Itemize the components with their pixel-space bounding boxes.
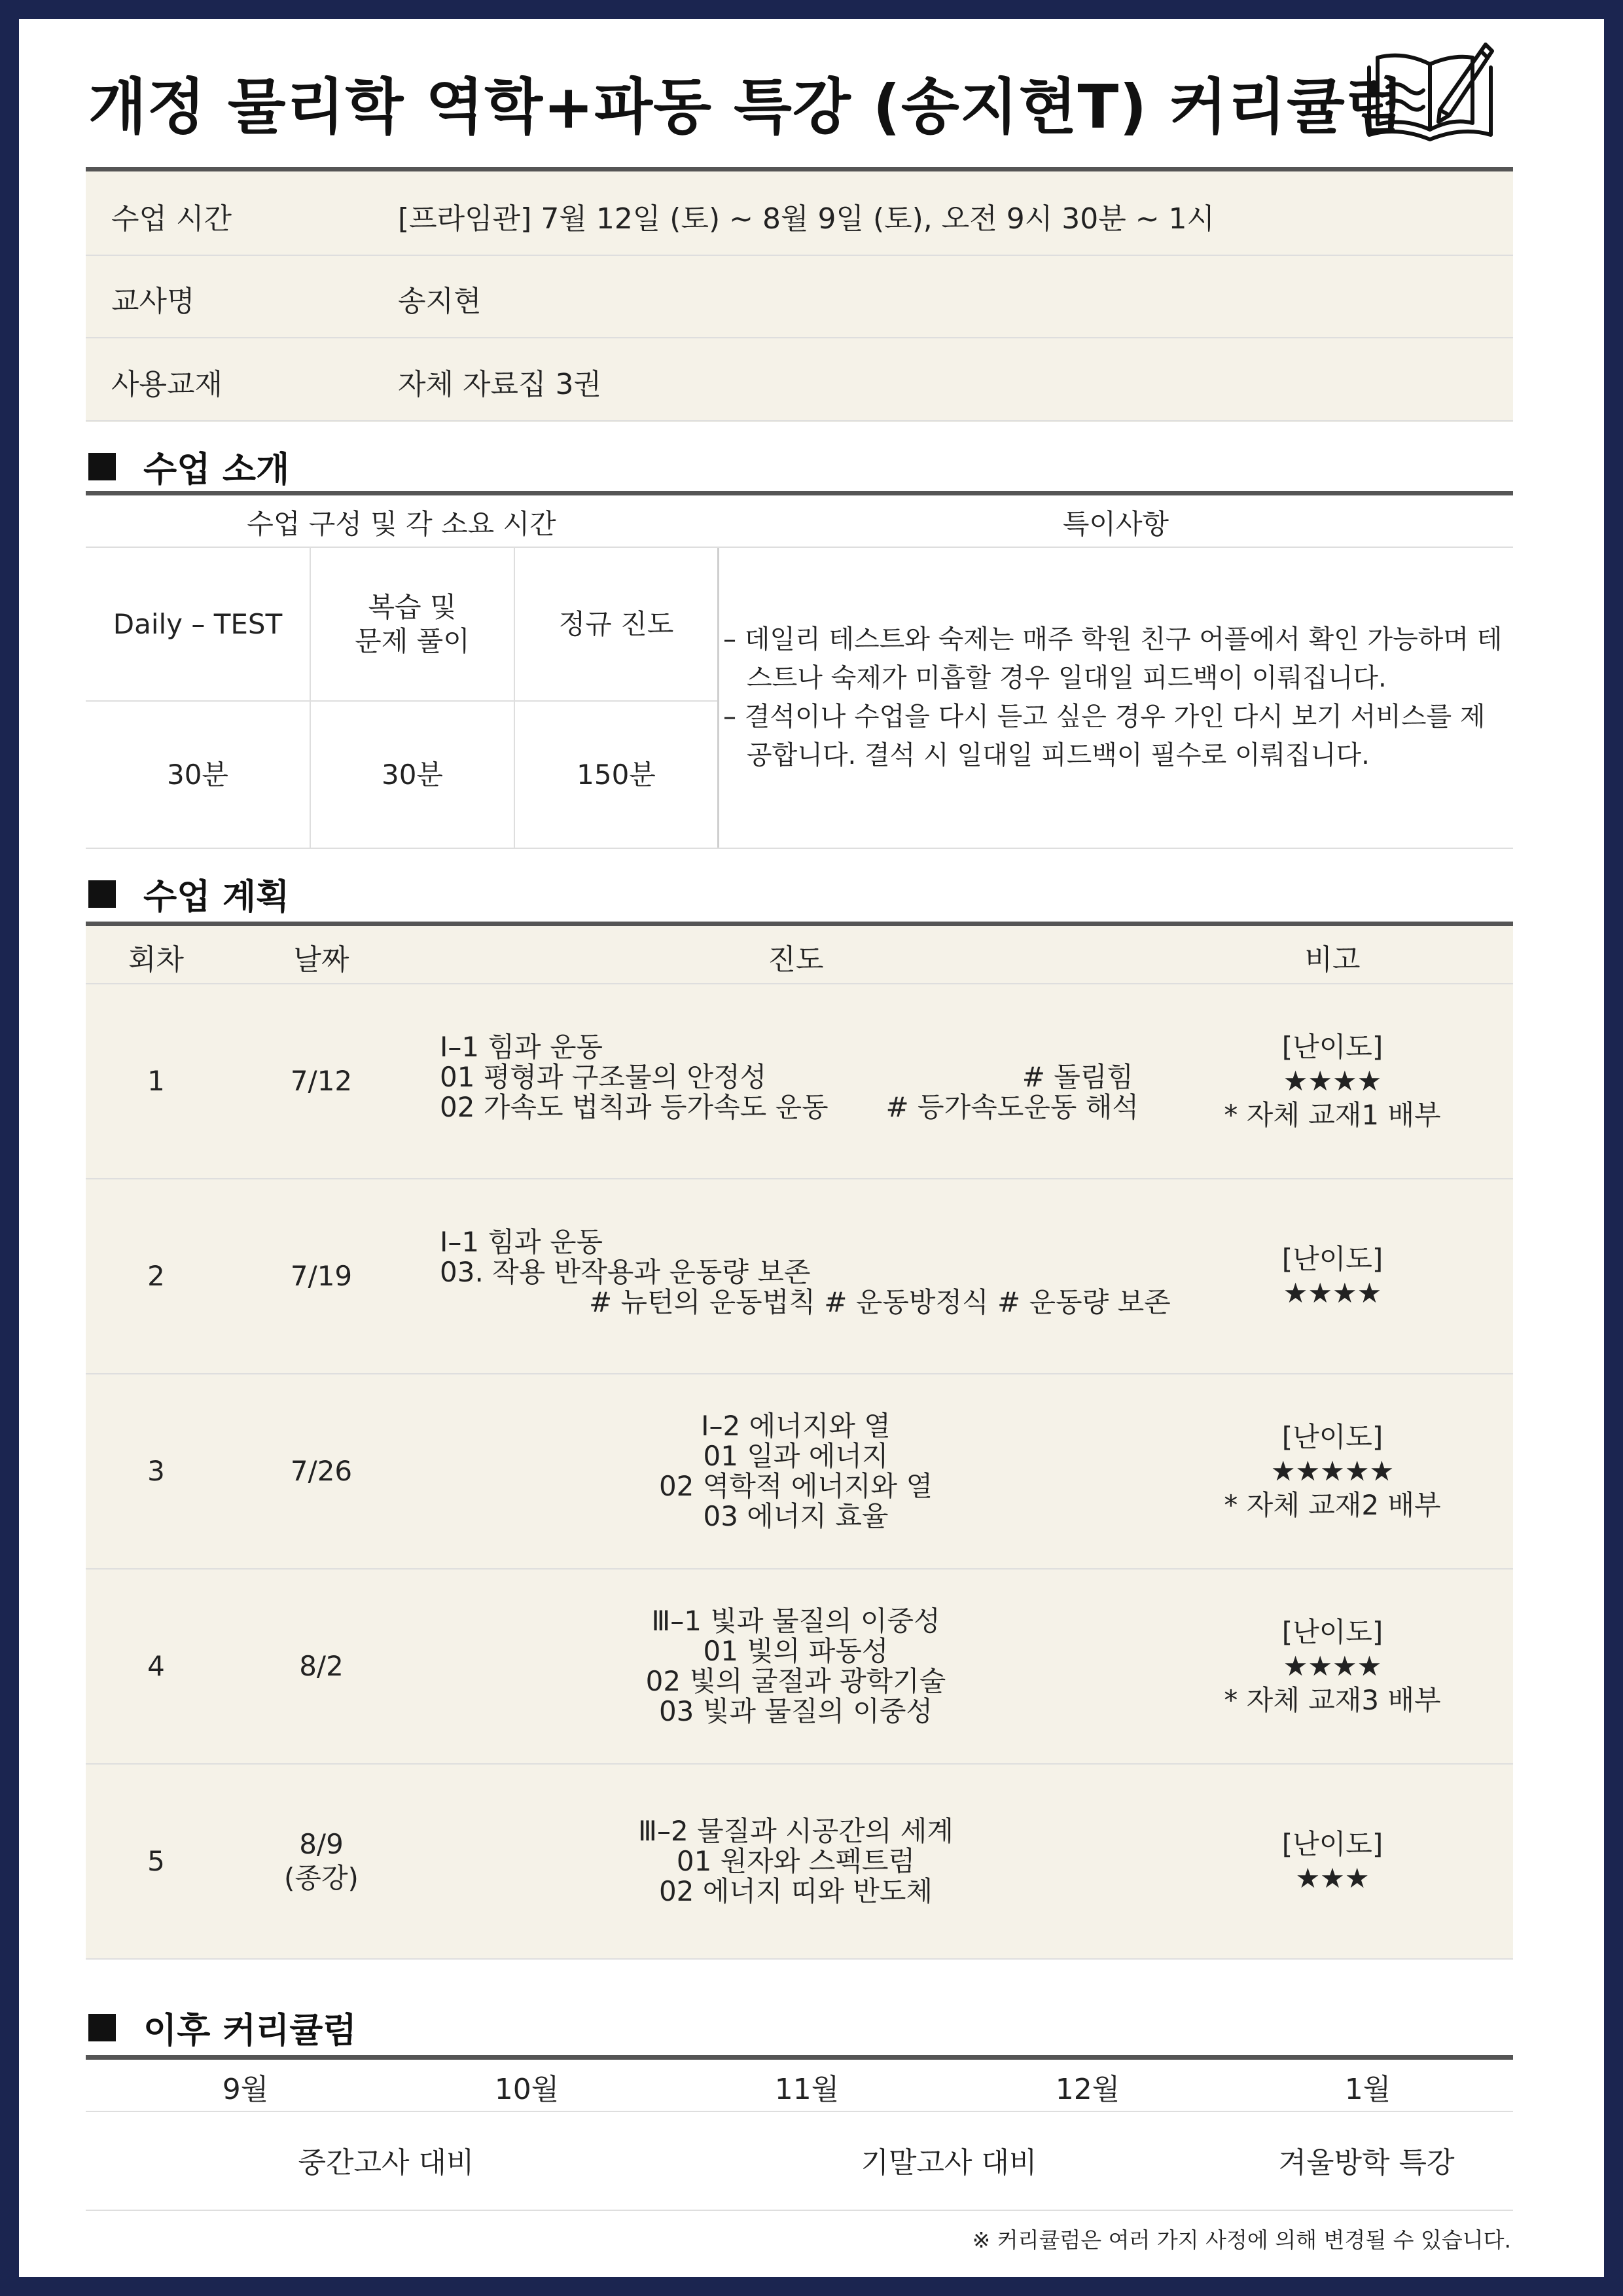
- difficulty-stars: ★★★★★: [1270, 1455, 1395, 1487]
- plan-header-progress: 진도: [768, 943, 824, 977]
- composition-item-label-line: 문제 풀이: [355, 624, 470, 657]
- section-plan-heading: [88, 869, 289, 919]
- future-item-final: 기말고사 대비: [861, 2146, 1037, 2179]
- progress-topic: 02 역학적 에너지와 열: [658, 1470, 933, 1502]
- note-item: – 결석이나 수업을 다시 듣고 싶은 경우 가인 다시 보기 서비스를 제공합니다. 결석 시 일대일 피드백이 필수로 이뤄집니다.: [723, 702, 1486, 770]
- plan-row-1-date: 7/12: [290, 1065, 353, 1097]
- plan-row-1-topic-2: 02 가속도 법칙과 등가속도 운동: [440, 1091, 829, 1123]
- plan-row-4-note: [1175, 1570, 1489, 1763]
- plan-row-1-note: [1175, 984, 1489, 1178]
- progress-topic: 03 빛과 물질의 이중성: [658, 1695, 933, 1727]
- difficulty-stars: ★★★★: [1283, 1277, 1382, 1309]
- future-month-jan: 1월: [1344, 2073, 1391, 2106]
- plan-row-1-topic-1: 01 평형과 구조물의 안정성: [440, 1061, 767, 1093]
- info-value-teacher: 송지현: [398, 285, 482, 318]
- date-text: 8/9: [299, 1828, 344, 1860]
- section-intro-label: 수업 소개: [143, 450, 290, 490]
- plan-row-2-tags: # 뉴턴의 운동법칙 # 운동방정식 # 운동량 보존: [589, 1286, 1171, 1318]
- progress-topic: 01 빛의 파동성: [703, 1635, 889, 1667]
- plan-row-5-round: 5: [147, 1845, 165, 1877]
- plan-row-2-unit: Ⅰ–1 힘과 운동: [440, 1226, 603, 1258]
- difficulty-label: [난이도]: [1281, 1421, 1383, 1453]
- future-top-rule: [86, 2055, 1513, 2060]
- plan-row-1-tag-2: # 등가속도운동 해석: [885, 1091, 1139, 1123]
- difficulty-label: [난이도]: [1281, 1243, 1383, 1275]
- progress-unit: Ⅲ–2 물질과 시공간의 세계: [638, 1815, 954, 1847]
- plan-header-date: 날짜: [293, 943, 349, 977]
- page-title: 개정 물리학 역학+파동 특강 (송지현T) 커리큘럼: [88, 72, 1404, 142]
- note-item: – 데일리 테스트와 숙제는 매주 학원 친구 어플에서 확인 가능하며 테스트나 숙제가 미흡할 경우 일대일 피드백이 이뤄집니다.: [723, 624, 1503, 693]
- info-divider: [86, 420, 1513, 422]
- section-plan-label: 수업 계획: [143, 877, 290, 917]
- plan-row-2-round: 2: [147, 1260, 165, 1292]
- plan-row-2-date: 7/19: [290, 1260, 353, 1292]
- future-item-winter: 겨울방학 특강: [1278, 2146, 1455, 2179]
- square-bullet-icon: [88, 2014, 116, 2041]
- plan-row-3-date: 7/26: [290, 1455, 353, 1487]
- section-future-label: 이후 커리큘럼: [143, 2011, 357, 2051]
- composition-item-label-line: 복습 및: [368, 590, 457, 623]
- info-label-teacher: 교사명: [111, 285, 195, 318]
- plan-row-4-progress: [416, 1570, 1175, 1763]
- info-value-time: [프라임관] 7월 12일 (토) ~ 8월 9일 (토), 오전 9시 30분 ~ 1시: [398, 202, 1215, 236]
- textbook-note: * 자체 교재2 배부: [1224, 1489, 1441, 1521]
- intro-bottom-rule: [86, 848, 1513, 849]
- future-month-dec: 12월: [1055, 2073, 1120, 2106]
- progress-topic: 01 원자와 스펙트럼: [676, 1845, 916, 1877]
- section-intro-heading: [88, 442, 289, 492]
- composition-time-daily-test: 30분: [166, 758, 228, 791]
- progress-topic: 02 빛의 굴절과 광학기술: [645, 1665, 946, 1697]
- plan-row-3-progress: [416, 1374, 1175, 1568]
- notes-header: 특이사항: [1062, 508, 1169, 540]
- progress-topic: 02 에너지 띠와 반도체: [658, 1875, 933, 1907]
- difficulty-label: [난이도]: [1281, 1828, 1383, 1860]
- plan-row-5-date: [226, 1765, 416, 1958]
- plan-row-2-note: [1175, 1179, 1489, 1373]
- plan-header-note: 비고: [1304, 943, 1361, 977]
- progress-topic: 03 에너지 효율: [703, 1500, 889, 1532]
- info-divider: [86, 337, 1513, 338]
- composition-item-regular: [515, 548, 717, 700]
- plan-row-1-unit: Ⅰ–1 힘과 운동: [440, 1031, 603, 1063]
- difficulty-label: [난이도]: [1281, 1616, 1383, 1648]
- progress-topic: 01 일과 에너지: [703, 1440, 889, 1472]
- plan-row-4-round: 4: [147, 1650, 165, 1682]
- plan-top-rule: [86, 922, 1513, 926]
- info-divider: [86, 255, 1513, 256]
- plan-row-3-note: [1175, 1374, 1489, 1568]
- intro-col-divider: [717, 548, 719, 848]
- square-bullet-icon: [88, 880, 116, 908]
- textbook-note: * 자체 교재3 배부: [1224, 1684, 1441, 1716]
- difficulty-stars: ★★★★: [1283, 1650, 1382, 1682]
- future-month-oct: 10월: [494, 2073, 560, 2106]
- composition-header: 수업 구성 및 각 소요 시간: [247, 508, 556, 540]
- footnote: ※ 커리큘럼은 여러 가지 사정에 의해 변경될 수 있습니다.: [972, 2227, 1511, 2253]
- difficulty-label: [난이도]: [1281, 1031, 1383, 1063]
- future-bottom-rule: [86, 2210, 1513, 2211]
- plan-row-4-date: 8/2: [299, 1650, 344, 1682]
- composition-item-review: [311, 548, 514, 700]
- notes-list: [723, 620, 1508, 775]
- composition-item-label: Daily – TEST: [113, 607, 283, 640]
- difficulty-stars: ★★★★: [1283, 1065, 1382, 1097]
- plan-row-1-tag-1: # 돌림힘: [1022, 1061, 1133, 1093]
- composition-time-regular: 150분: [577, 758, 656, 791]
- plan-row-5-progress: [416, 1765, 1175, 1958]
- plan-bottom-rule: [86, 1958, 1513, 1960]
- composition-time-review: 30분: [381, 758, 443, 791]
- future-divider: [86, 2111, 1513, 2112]
- square-bullet-icon: [88, 453, 116, 480]
- difficulty-stars: ★★★: [1295, 1862, 1370, 1894]
- info-top-rule: [86, 167, 1513, 171]
- plan-row-5-note: [1175, 1765, 1489, 1958]
- composition-item-label: 정규 진도: [558, 607, 674, 640]
- future-item-midterm: 중간고사 대비: [298, 2146, 474, 2179]
- future-month-nov: 11월: [774, 2073, 840, 2106]
- plan-header-round: 회차: [128, 943, 184, 977]
- info-label-time: 수업 시간: [111, 202, 232, 236]
- intro-top-rule: [86, 491, 1513, 495]
- plan-row-3-round: 3: [147, 1455, 165, 1487]
- section-future-heading: [88, 2003, 357, 2053]
- progress-unit: Ⅰ–2 에너지와 열: [701, 1410, 891, 1442]
- composition-item-daily-test: [86, 548, 310, 700]
- future-month-sep: 9월: [222, 2073, 269, 2106]
- final-class-label: (종강): [284, 1862, 359, 1894]
- plan-row-2-topic-1: 03. 작용 반작용과 운동량 보존: [440, 1256, 811, 1288]
- info-label-textbook: 사용교재: [111, 368, 223, 401]
- plan-row-1-round: 1: [147, 1065, 165, 1097]
- textbook-note: * 자체 교재1 배부: [1224, 1099, 1441, 1131]
- progress-unit: Ⅲ–1 빛과 물질의 이중성: [651, 1605, 940, 1637]
- info-value-textbook: 자체 자료집 3권: [398, 368, 601, 401]
- open-book-pencil-icon: [1361, 31, 1499, 152]
